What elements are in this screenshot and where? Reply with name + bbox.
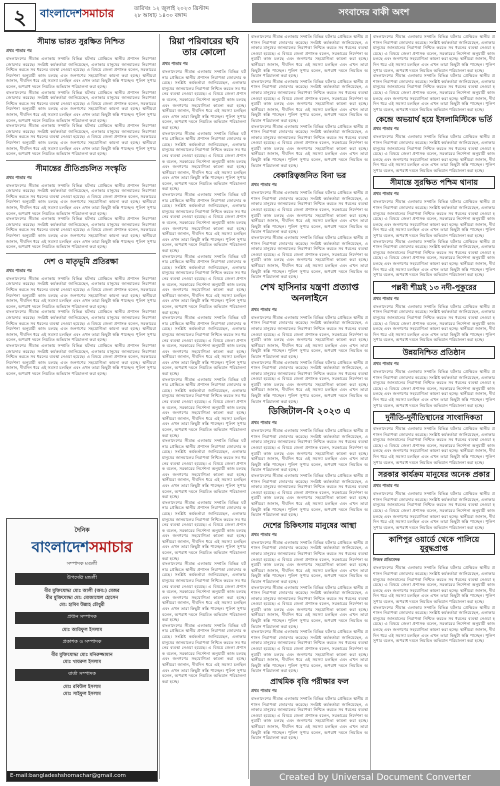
article-text: বাংলাদেশের সীমান্ত এলাকায় সম্প্রতি বিভিন্ন ঘটনার প্রেক্ষিতে স্থানীয় প্রশাসন নিরাপত্তা জোরদার করেছে। সংশ্লিষ্ট কর্মকর্তারা জানিয়েছেন, এলাকার মানুষের জানমালের নিরাপত্তা নিশ্চিত করতে সব ধরনের ব্যবস্থা নেওয়া হয়েছে। এ বিষয়ে জেলা প্রশাসক বলেন, সরকারের নির্দেশনা অনুযায়ী কাজ চলছে এবং জনগণের সহযোগিতা কামনা করা হচ্ছে। স্থানীয়রা জানান, দীর্ঘদিন ধরে এই সমস্যা চলছিল এবং এখন তারা কিছুটা স্বস্তি পাচ্ছেন। পুলিশ সুপার বলেন, অপরাধ দমনে নিয়মিত অভিযান পরিচালনা করা হচ্ছে। bbox=[162, 253, 246, 315]
advisor-title: উপদেষ্টা মন্ডলী bbox=[15, 573, 149, 585]
article-text: বাংলাদেশের সীমান্ত এলাকায় সম্প্রতি বিভিন্ন ঘটনার প্রেক্ষিতে স্থানীয় প্রশাসন নিরাপত্তা জোরদার করেছে। সংশ্লিষ্ট কর্মকর্তারা জানিয়েছেন, এলাকার মানুষের জানমালের নিরাপত্তা নিশ্চিত করতে সব ধরনের ব্যবস্থা নেওয়া হয়েছে। এ বিষয়ে জেলা প্রশাসক বলেন, সরকারের নির্দেশনা অনুযায়ী কাজ চলছে এবং জনগণের সহযোগিতা কামনা করা হচ্ছে। স্থানীয়রা জানান, দীর্ঘদিন ধরে এই সমস্যা চলছিল এবং এখন তারা কিছুটা স্বস্তি পাচ্ছেন। পুলিশ সুপার বলেন, অপরাধ দমনে নিয়মিত অভিযান পরিচালনা করা হচ্ছে। bbox=[251, 314, 368, 359]
article-text: বাংলাদেশের সীমান্ত এলাকায় সম্প্রতি বিভিন্ন ঘটনার প্রেক্ষিতে স্থানীয় প্রশাসন নিরাপত্তা জোরদার করেছে। সংশ্লিষ্ট কর্মকর্তারা জানিয়েছেন, এলাকার মানুষের জানমালের নিরাপত্তা নিশ্চিত করতে সব ধরনের ব্যবস্থা নেওয়া হয়েছে। এ বিষয়ে জেলা প্রশাসক বলেন, সরকারের নির্দেশনা অনুযায়ী কাজ চলছে এবং জনগণের সহযোগিতা কামনা করা হচ্ছে। স্থানীয়রা জানান, দীর্ঘদিন ধরে এই সমস্যা চলছিল এবং এখন তারা কিছুটা স্বস্তি পাচ্ছেন। পুলিশ সুপার বলেন, অপরাধ দমনে নিয়মিত অভিযান পরিচালনা করা হচ্ছে। bbox=[6, 123, 156, 157]
article-text: বাংলাদেশের সীমান্ত এলাকায় সম্প্রতি বিভিন্ন ঘটনার প্রেক্ষিতে স্থানীয় প্রশাসন নিরাপত্তা জোরদার করেছে। সংশ্লিষ্ট কর্মকর্তারা জানিয়েছেন, এলাকার মানুষের জানমালের নিরাপত্তা নিশ্চিত করতে সব ধরনের ব্যবস্থা নেওয়া হয়েছে। এ বিষয়ে জেলা প্রশাসক বলেন, সরকারের নির্দেশনা অনুযায়ী কাজ চলছে এবং জনগণের সহযোগিতা কামনা করা হচ্ছে। স্থানীয়রা জানান, দীর্ঘদিন ধরে এই সমস্যা চলছিল এবং এখন তারা কিছুটা স্বস্তি পাচ্ছেন। পুলিশ সুপার বলেন, অপরাধ দমনে নিয়মিত অভিযান পরিচালনা করা হচ্ছে। bbox=[6, 342, 156, 376]
article-text: বাংলাদেশের সীমান্ত এলাকায় সম্প্রতি বিভিন্ন ঘটনার প্রেক্ষিতে স্থানীয় প্রশাসন নিরাপত্তা জোরদার করেছে। সংশ্লিষ্ট কর্মকর্তারা জানিয়েছেন, এলাকার মানুষের জানমালের নিরাপত্তা নিশ্চিত করতে সব ধরনের ব্যবস্থা নেওয়া হয়েছে। এ বিষয়ে জেলা প্রশাসক বলেন, সরকারের নির্দেশনা অনুযায়ী কাজ চলছে এবং জনগণের সহযোগিতা কামনা করা হচ্ছে। স্থানীয়রা জানান, দীর্ঘদিন ধরে এই সমস্যা চলছিল এবং এখন তারা কিছুটা স্বস্তি পাচ্ছেন। পুলিশ সুপার বলেন, অপরাধ দমনে নিয়মিত অভিযান পরিচালনা করা হচ্ছে। bbox=[6, 89, 156, 123]
byline: নিজস্ব প্রতিবেদক bbox=[373, 557, 400, 563]
publisher-title: প্রকাশক ও সম্পাদক bbox=[15, 637, 149, 649]
article-text: বাংলাদেশের সীমান্ত এলাকায় সম্প্রতি বিভিন্ন ঘটনার প্রেক্ষিতে স্থানীয় প্রশাসন নিরাপত্তা জোরদার করেছে। সংশ্লিষ্ট কর্মকর্তারা জানিয়েছেন, এলাকার মানুষের জানমালের নিরাপত্তা নিশ্চিত করতে সব ধরনের ব্যবস্থা নেওয়া হয়েছে। এ বিষয়ে জেলা প্রশাসক বলেন, সরকারের নির্দেশনা অনুযায়ী কাজ চলছে এবং জনগণের সহযোগিতা কামনা করা হচ্ছে। স্থানীয়রা জানান, দীর্ঘদিন ধরে এই সমস্যা চলছিল এবং এখন তারা কিছুটা স্বস্তি পাচ্ছেন। পুলিশ সুপার বলেন, অপরাধ দমনে নিয়মিত অভিযান পরিচালনা করা হচ্ছে। bbox=[373, 34, 495, 73]
byline: প্রথম পাতার পর bbox=[373, 483, 399, 489]
article-text: বাংলাদেশের সীমান্ত এলাকায় সম্প্রতি বিভিন্ন ঘটনার প্রেক্ষিতে স্থানীয় প্রশাসন নিরাপত্তা জোরদার করেছে। সংশ্লিষ্ট কর্মকর্তারা জানিয়েছেন, এলাকার মানুষের জানমালের নিরাপত্তা নিশ্চিত করতে সব ধরনের ব্যবস্থা নেওয়া হয়েছে। এ বিষয়ে জেলা প্রশাসক বলেন, সরকারের নির্দেশনা অনুযায়ী কাজ চলছে এবং জনগণের সহযোগিতা কামনা করা হচ্ছে। স্থানীয়রা জানান, দীর্ঘদিন ধরে এই সমস্যা চলছিল এবং এখন তারা কিছুটা স্বস্তি পাচ্ছেন। পুলিশ সুপার বলেন, অপরাধ দমনে নিয়মিত অভিযান পরিচালনা করা হচ্ছে। bbox=[373, 491, 495, 530]
article-text: বাংলাদেশের সীমান্ত এলাকায় সম্প্রতি বিভিন্ন ঘটনার প্রেক্ষিতে স্থানীয় প্রশাসন নিরাপত্তা জোরদার করেছে। সংশ্লিষ্ট কর্মকর্তারা জানিয়েছেন, এলাকার মানুষের জানমালের নিরাপত্তা নিশ্চিত করতে সব ধরনের ব্যবস্থা নেওয়া হয়েছে। এ বিষয়ে জেলা প্রশাসক বলেন, সরকারের নির্দেশনা অনুযায়ী কাজ চলছে এবং জনগণের সহযোগিতা কামনা করা হচ্ছে। স্থানীয়রা জানান, দীর্ঘদিন ধরে এই সমস্যা চলছিল এবং এখন তারা কিছুটা স্বস্তি পাচ্ছেন। পুলিশ সুপার বলেন, অপরাধ দমনে নিয়মিত অভিযান পরিচালনা করা হচ্ছে। bbox=[6, 275, 156, 309]
headline: সীমান্তের প্রীতিপ্রচলিত সংস্কৃতি bbox=[35, 163, 127, 173]
headline: দেশ ও মাতৃভূমি প্রতিরক্ষা bbox=[43, 256, 119, 266]
byline: প্রথম পাতার পর bbox=[251, 688, 277, 693]
article-divider bbox=[6, 160, 156, 161]
article-text: বাংলাদেশের সীমান্ত এলাকায় সম্প্রতি বিভিন্ন ঘটনার প্রেক্ষিতে স্থানীয় প্রশাসন নিরাপত্তা জোরদার করেছে। সংশ্লিষ্ট কর্মকর্তারা জানিয়েছেন, এলাকার মানুষের জানমালের নিরাপত্তা নিশ্চিত করতে সব ধরনের ব্যবস্থা নেওয়া হয়েছে। এ বিষয়ে জেলা প্রশাসক বলেন, সরকারের নির্দেশনা অনুযায়ী কাজ চলছে এবং জনগণের সহযোগিতা কামনা করা হচ্ছে। স্থানীয়রা জানান, দীর্ঘদিন ধরে এই সমস্যা চলছিল এবং এখন তারা কিছুটা স্বস্তি পাচ্ছেন। পুলিশ সুপার বলেন, অপরাধ দমনে নিয়মিত অভিযান পরিচালনা করা হচ্ছে। bbox=[373, 73, 495, 112]
byline: প্রথম পাতার পর bbox=[373, 126, 399, 132]
byline: প্রথম পাতার পর bbox=[251, 182, 277, 188]
article-text: বাংলাদেশের সীমান্ত এলাকায় সম্প্রতি বিভিন্ন ঘটনার প্রেক্ষিতে স্থানীয় প্রশাসন নিরাপত্তা জোরদার করেছে। সংশ্লিষ্ট কর্মকর্তারা জানিয়েছেন, এলাকার মানুষের জানমালের নিরাপত্তা নিশ্চিত করতে সব ধরনের ব্যবস্থা নেওয়া হয়েছে। এ বিষয়ে জেলা প্রশাসক বলেন, সরকারের নির্দেশনা অনুযায়ী কাজ চলছে এবং জনগণের সহযোগিতা কামনা করা হচ্ছে। স্থানীয়রা জানান, দীর্ঘদিন ধরে এই সমস্যা চলছিল এবং এখন তারা কিছুটা স্বস্তি পাচ্ছেন। পুলিশ সুপার বলেন, অপরাধ দমনে নিয়মিত অভিযান পরিচালনা করা হচ্ছে। bbox=[251, 123, 368, 168]
article-text: বাংলাদেশের সীমান্ত এলাকায় সম্প্রতি বিভিন্ন ঘটনার প্রেক্ষিতে স্থানীয় প্রশাসন নিরাপত্তা জোরদার করেছে। সংশ্লিষ্ট কর্মকর্তারা জানিয়েছেন, এলাকার মানুষের জানমালের নিরাপত্তা নিশ্চিত করতে সব ধরনের ব্যবস্থা নেওয়া হয়েছে। এ বিষয়ে জেলা প্রশাসক বলেন, সরকারের নির্দেশনা অনুযায়ী কাজ চলছে এবং জনগণের সহযোগিতা কামনা করা হচ্ছে। স্থানীয়রা জানান, দীর্ঘদিন ধরে এই সমস্যা চলছিল এবং এখন তারা কিছুটা স্বস্তি পাচ্ছেন। পুলিশ সুপার বলেন, অপরাধ দমনে নিয়মিত অভিযান পরিচালনা করা হচ্ছে। bbox=[373, 368, 495, 408]
article-text: বাংলাদেশের সীমান্ত এলাকায় সম্প্রতি বিভিন্ন ঘটনার প্রেক্ষিতে স্থানীয় প্রশাসন নিরাপত্তা জোরদার করেছে। সংশ্লিষ্ট কর্মকর্তারা জানিয়েছেন, এলাকার মানুষের জানমালের নিরাপত্তা নিশ্চিত করতে সব ধরনের ব্যবস্থা নেওয়া হয়েছে। এ বিষয়ে জেলা প্রশাসক বলেন, সরকারের নির্দেশনা অনুযায়ী কাজ চলছে এবং জনগণের সহযোগিতা কামনা করা হচ্ছে। স্থানীয়রা জানান, দীর্ঘদিন ধরে এই সমস্যা চলছিল এবং এখন তারা কিছুটা স্বস্তি পাচ্ছেন। পুলিশ সুপার বলেন, অপরাধ দমনে নিয়মিত অভিযান পরিচালনা করা হচ্ছে। bbox=[6, 182, 156, 216]
headline: রিয়া পরিবারের ছবি তার কোলো bbox=[169, 37, 239, 58]
publisher-name: বীর মুক্তিযোদ্ধা মোঃ মনিরুজ্জামান bbox=[51, 653, 113, 658]
article-text: বাংলাদেশের সীমান্ত এলাকায় সম্প্রতি বিভিন্ন ঘটনার প্রেক্ষিতে স্থানীয় প্রশাসন নিরাপত্তা জোরদার করেছে। সংশ্লিষ্ট কর্মকর্তারা জানিয়েছেন, এলাকার মানুষের জানমালের নিরাপত্তা নিশ্চিত করতে সব ধরনের ব্যবস্থা নেওয়া হয়েছে। এ বিষয়ে জেলা প্রশাসক বলেন, সরকারের নির্দেশনা অনুযায়ী কাজ চলছে এবং জনগণের সহযোগিতা কামনা করা হচ্ছে। স্থানীয়রা জানান, দীর্ঘদিন ধরে এই সমস্যা চলছিল এবং এখন তারা কিছুটা স্বস্তি পাচ্ছেন। পুলিশ সুপার বলেন, অপরাধ দমনে নিয়মিত অভিযান পরিচালনা করা হচ্ছে। bbox=[162, 130, 246, 192]
article-text: বাংলাদেশের সীমান্ত এলাকায় সম্প্রতি বিভিন্ন ঘটনার প্রেক্ষিতে স্থানীয় প্রশাসন নিরাপত্তা জোরদার করেছে। সংশ্লিষ্ট কর্মকর্তারা জানিয়েছেন, এলাকার মানুষের জানমালের নিরাপত্তা নিশ্চিত করতে সব ধরনের ব্যবস্থা নেওয়া হয়েছে। এ বিষয়ে জেলা প্রশাসক বলেন, সরকারের নির্দেশনা অনুযায়ী কাজ চলছে এবং জনগণের সহযোগিতা কামনা করা হচ্ছে। স্থানীয়রা জানান, দীর্ঘদিন ধরে এই সমস্যা চলছিল এবং এখন তারা কিছুটা স্বস্তি পাচ্ছেন। পুলিশ সুপার বলেন, অপরাধ দমনে নিয়মিত অভিযান পরিচালনা করা হচ্ছে। bbox=[162, 622, 246, 684]
advisor-name: বীর মুক্তিযোদ্ধা মো: মোজাম্মেল হোসেন bbox=[45, 596, 119, 601]
article-text: বাংলাদেশের সীমান্ত এলাকায় সম্প্রতি বিভিন্ন ঘটনার প্রেক্ষিতে স্থানীয় প্রশাসন নিরাপত্তা জোরদার করেছে। সংশ্লিষ্ট কর্মকর্তারা জানিয়েছেন, এলাকার মানুষের জানমালের নিরাপত্তা নিশ্চিত করতে সব ধরনের ব্যবস্থা নেওয়া হয়েছে। এ বিষয়ে জেলা প্রশাসক বলেন, সরকারের নির্দেশনা অনুযায়ী কাজ চলছে এবং জনগণের সহযোগিতা কামনা করা হচ্ছে। স্থানীয়রা জানান, দীর্ঘদিন ধরে এই সমস্যা চলছিল এবং এখন তারা কিছুটা স্বস্তি পাচ্ছেন। পুলিশ সুপার বলেন, অপরাধ দমনে নিয়মিত অভিযান পরিচালনা করা হচ্ছে। bbox=[251, 428, 368, 473]
headline: উন্নয়নিশ্চিত প্রতিষ্ঠান bbox=[373, 346, 495, 359]
column-divider bbox=[370, 34, 371, 779]
publisher-name: মোঃ খায়রুল ইসলাম bbox=[62, 660, 102, 665]
page-number: ২ bbox=[4, 3, 36, 31]
article-text: বাংলাদেশের সীমান্ত এলাকায় সম্প্রতি বিভিন্ন ঘটনার প্রেক্ষিতে স্থানীয় প্রশাসন নিরাপত্তা জোরদার করেছে। সংশ্লিষ্ট কর্মকর্তারা জানিয়েছেন, এলাকার মানুষের জানমালের নিরাপত্তা নিশ্চিত করতে সব ধরনের ব্যবস্থা নেওয়া হয়েছে। এ বিষয়ে জেলা প্রশাসক বলেন, সরকারের নির্দেশনা অনুযায়ী কাজ চলছে এবং জনগণের সহযোগিতা কামনা করা হচ্ছে। স্থানীয়রা জানান, দীর্ঘদিন ধরে এই সমস্যা চলছিল এবং এখন তারা কিছুটা স্বস্তি পাচ্ছেন। পুলিশ সুপার বলেন, অপরাধ দমনে নিয়মিত অভিযান পরিচালনা করা হচ্ছে। bbox=[373, 134, 495, 173]
byline: প্রথম পাতার পর bbox=[6, 174, 32, 180]
article-text: বাংলাদেশের সীমান্ত এলাকায় সম্প্রতি বিভিন্ন ঘটনার প্রেক্ষিতে স্থানীয় প্রশাসন নিরাপত্তা জোরদার করেছে। সংশ্লিষ্ট কর্মকর্তারা জানিয়েছেন, এলাকার মানুষের জানমালের নিরাপত্তা নিশ্চিত করতে সব ধরনের ব্যবস্থা নেওয়া হয়েছে। এ বিষয়ে জেলা প্রশাসক বলেন, সরকারের নির্দেশনা অনুযায়ী কাজ চলছে এবং জনগণের সহযোগিতা কামনা করা হচ্ছে। স্থানীয়রা জানান, দীর্ঘদিন ধরে এই সমস্যা চলছিল এবং এখন তারা কিছুটা স্বস্তি পাচ্ছেন। পুলিশ সুপার বলেন, অপরাধ দমনে নিয়মিত অভিযান পরিচালনা করা হচ্ছে। bbox=[162, 69, 246, 130]
article-text: বাংলাদেশের সীমান্ত এলাকায় সম্প্রতি বিভিন্ন ঘটনার প্রেক্ষিতে স্থানীয় প্রশাসন নিরাপত্তা জোরদার করেছে। সংশ্লিষ্ট কর্মকর্তারা জানিয়েছেন, এলাকার মানুষের জানমালের নিরাপত্তা নিশ্চিত করতে সব ধরনের ব্যবস্থা নেওয়া হয়েছে। এ বিষয়ে জেলা প্রশাসক বলেন, সরকারের নির্দেশনা অনুযায়ী কাজ চলছে এবং জনগণের সহযোগিতা কামনা করা হচ্ছে। স্থানীয়রা জানান, দীর্ঘদিন ধরে এই সমস্যা চলছিল এবং এখন তারা কিছুটা স্বস্তি পাচ্ছেন। পুলিশ সুপার বলেন, অপরাধ দমনে নিয়মিত অভিযান পরিচালনা করা হচ্ছে। bbox=[6, 56, 156, 89]
headline: সরকার কার্যক্রম মানুষের অনেক প্রকার bbox=[373, 468, 495, 481]
article-text: বাংলাদেশের সীমান্ত এলাকায় সম্প্রতি বিভিন্ন ঘটনার প্রেক্ষিতে স্থানীয় প্রশাসন নিরাপত্তা জোরদার করেছে। সংশ্লিষ্ট কর্মকর্তারা জানিয়েছেন, এলাকার মানুষের জানমালের নিরাপত্তা নিশ্চিত করতে সব ধরনের ব্যবস্থা নেওয়া হয়েছে। এ বিষয়ে জেলা প্রশাসক বলেন, সরকারের নির্দেশনা অনুযায়ী কাজ চলছে এবং জনগণের সহযোগিতা কামনা করা হচ্ছে। স্থানীয়রা জানান, দীর্ঘদিন ধরে এই সমস্যা চলছিল এবং এখন তারা কিছুটা স্বস্তি পাচ্ছেন। পুলিশ সুপার বলেন, অপরাধ দমনে নিয়মিত অভিযান পরিচালনা করা হচ্ছে। bbox=[6, 309, 156, 343]
headline: সীমান্তে সুরক্ষিত পশ্চিম থানায় bbox=[373, 176, 495, 189]
article-text: বাংলাদেশের সীমান্ত এলাকায় সম্প্রতি বিভিন্ন ঘটনার প্রেক্ষিতে স্থানীয় প্রশাসন নিরাপত্তা জোরদার করেছে। সংশ্লিষ্ট কর্মকর্তারা জানিয়েছেন, এলাকার মানুষের জানমালের নিরাপত্তা নিশ্চিত করতে সব ধরনের ব্যবস্থা নেওয়া হয়েছে। এ বিষয়ে জেলা প্রশাসক বলেন, সরকারের নির্দেশনা অনুযায়ী কাজ চলছে এবং জনগণের সহযোগিতা কামনা করা হচ্ছে। স্থানীয়রা জানান, দীর্ঘদিন ধরে এই সমস্যা চলছিল এবং এখন তারা কিছুটা স্বস্তি পাচ্ছেন। পুলিশ সুপার বলেন, অপরাধ দমনে নিয়মিত অভিযান পরিচালনা করা হচ্ছে। bbox=[251, 629, 368, 674]
exec-name: মোঃ রবিউল ইসলাম bbox=[63, 685, 101, 690]
article-text: বাংলাদেশের সীমান্ত এলাকায় সম্প্রতি বিভিন্ন ঘটনার প্রেক্ষিতে স্থানীয় প্রশাসন নিরাপত্তা জোরদার করেছে। সংশ্লিষ্ট কর্মকর্তারা জানিয়েছেন, এলাকার মানুষের জানমালের নিরাপত্তা নিশ্চিত করতে সব ধরনের ব্যবস্থা নেওয়া হয়েছে। এ বিষয়ে জেলা প্রশাসক বলেন, সরকারের নির্দেশনা অনুযায়ী কাজ চলছে এবং জনগণের সহযোগিতা কামনা করা হচ্ছে। স্থানীয়রা জানান, দীর্ঘদিন ধরে এই সমস্যা চলছিল এবং এখন তারা কিছুটা স্বস্তি পাচ্ছেন। পুলিশ সুপার বলেন, অপরাধ দমনে নিয়মিত অভিযান পরিচালনা করা হচ্ছে। bbox=[251, 539, 368, 584]
imprint-box bbox=[6, 518, 158, 782]
byline: প্রথম পাতার পর bbox=[6, 48, 32, 53]
article-text: বাংলাদেশের সীমান্ত এলাকায় সম্প্রতি বিভিন্ন ঘটনার প্রেক্ষিতে স্থানীয় প্রশাসন নিরাপত্তা জোরদার করেছে। সংশ্লিষ্ট কর্মকর্তারা জানিয়েছেন, এলাকার মানুষের জানমালের নিরাপত্তা নিশ্চিত করতে সব ধরনের ব্যবস্থা নেওয়া হয়েছে। এ বিষয়ে জেলা প্রশাসক বলেন, সরকারের নির্দেশনা অনুযায়ী কাজ চলছে এবং জনগণের সহযোগিতা কামনা করা হচ্ছে। স্থানীয়রা জানান, দীর্ঘদিন ধরে এই সমস্যা চলছিল এবং এখন তারা কিছুটা স্বস্তি পাচ্ছেন। পুলিশ সুপার বলেন, অপরাধ দমনে নিয়মিত অভিযান পরিচালনা করা হচ্ছে। bbox=[162, 376, 246, 438]
editor-title: প্রধান সম্পাদক bbox=[15, 612, 149, 624]
article-text: বাংলাদেশের সীমান্ত এলাকায় সম্প্রতি বিভিন্ন ঘটনার প্রেক্ষিতে স্থানীয় প্রশাসন নিরাপত্তা জোরদার করেছে। সংশ্লিষ্ট কর্মকর্তারা জানিয়েছেন, এলাকার মানুষের জানমালের নিরাপত্তা নিশ্চিত করতে সব ধরনের ব্যবস্থা নেওয়া হয়েছে। এ বিষয়ে জেলা প্রশাসক বলেন, সরকারের নির্দেশনা অনুযায়ী কাজ চলছে এবং জনগণের সহযোগিতা কামনা করা হচ্ছে। স্থানীয়রা জানান, দীর্ঘদিন ধরে এই সমস্যা চলছিল এবং এখন তারা কিছুটা স্বস্তি পাচ্ছেন। পুলিশ সুপার বলেন, অপরাধ দমনে নিয়মিত অভিযান পরিচালনা করা হচ্ছে। bbox=[373, 199, 495, 239]
article-text: বাংলাদেশের সীমান্ত এলাকায় সম্প্রতি বিভিন্ন ঘটনার প্রেক্ষিতে স্থানীয় প্রশাসন নিরাপত্তা জোরদার করেছে। সংশ্লিষ্ট কর্মকর্তারা জানিয়েছেন, এলাকার মানুষের জানমালের নিরাপত্তা নিশ্চিত করতে সব ধরনের ব্যবস্থা নেওয়া হয়েছে। এ বিষয়ে জেলা প্রশাসক বলেন, সরকারের নির্দেশনা অনুযায়ী কাজ চলছে এবং জনগণের সহযোগিতা কামনা করা হচ্ছে। স্থানীয়রা জানান, দীর্ঘদিন ধরে এই সমস্যা চলছিল এবং এখন তারা কিছুটা স্বস্তি পাচ্ছেন। পুলিশ সুপার বলেন, অপরাধ দমনে নিয়মিত অভিযান পরিচালনা করা হচ্ছে। bbox=[251, 584, 368, 629]
imprint-subtitle: সম্পাদক মণ্ডলী bbox=[66, 561, 98, 567]
article-text: বাংলাদেশের সীমান্ত এলাকায় সম্প্রতি বিভিন্ন ঘটনার প্রেক্ষিতে স্থানীয় প্রশাসন নিরাপত্তা জোরদার করেছে। সংশ্লিষ্ট কর্মকর্তারা জানিয়েছেন, এলাকার মানুষের জানমালের নিরাপত্তা নিশ্চিত করতে সব ধরনের ব্যবস্থা নেওয়া হয়েছে। এ বিষয়ে জেলা প্রশাসক বলেন, সরকারের নির্দেশনা অনুযায়ী কাজ চলছে এবং জনগণের সহযোগিতা কামনা করা হচ্ছে। স্থানীয়রা জানান, দীর্ঘদিন ধরে এই সমস্যা চলছিল এবং এখন তারা কিছুটা স্বস্তি পাচ্ছেন। পুলিশ সুপার বলেন, অপরাধ দমনে নিয়মিত অভিযান পরিচালনা করা হচ্ছে। bbox=[251, 359, 368, 404]
article-text: বাংলাদেশের সীমান্ত এলাকায় সম্প্রতি বিভিন্ন ঘটনার প্রেক্ষিতে স্থানীয় প্রশাসন নিরাপত্তা জোরদার করেছে। সংশ্লিষ্ট কর্মকর্তারা জানিয়েছেন, এলাকার মানুষের জানমালের নিরাপত্তা নিশ্চিত করতে সব ধরনের ব্যবস্থা নেওয়া হয়েছে। এ বিষয়ে জেলা প্রশাসক বলেন, সরকারের নির্দেশনা অনুযায়ী কাজ চলছে এবং জনগণের সহযোগিতা কামনা করা হচ্ছে। স্থানীয়রা জানান, দীর্ঘদিন ধরে এই সমস্যা চলছিল এবং এখন তারা কিছুটা স্বস্তি পাচ্ছেন। পুলিশ সুপার বলেন, অপরাধ দমনে নিয়মিত অভিযান পরিচালনা করা হচ্ছে। bbox=[162, 499, 246, 561]
column-3 bbox=[251, 34, 368, 779]
article-text: বাংলাদেশের সীমান্ত এলাকায় সম্প্রতি বিভিন্ন ঘটনার প্রেক্ষিতে স্থানীয় প্রশাসন নিরাপত্তা জোরদার করেছে। সংশ্লিষ্ট কর্মকর্তারা জানিয়েছেন, এলাকার মানুষের জানমালের নিরাপত্তা নিশ্চিত করতে সব ধরনের ব্যবস্থা নেওয়া হয়েছে। এ বিষয়ে জেলা প্রশাসক বলেন, সরকারের নির্দেশনা অনুযায়ী কাজ চলছে এবং জনগণের সহযোগিতা কামনা করা হচ্ছে। স্থানীয়রা জানান, দীর্ঘদিন ধরে এই সমস্যা চলছিল এবং এখন তারা কিছুটা স্বস্তি পাচ্ছেন। পুলিশ সুপার বলেন, অপরাধ দমনে নিয়মিত অভিযান পরিচালনা করা হচ্ছে। bbox=[373, 303, 495, 343]
byline: প্রথম পাতার পর bbox=[373, 360, 399, 366]
exec-name: মোঃ সাইফুল ইসলাম bbox=[63, 692, 101, 697]
byline: প্রথম পাতার পর bbox=[162, 61, 188, 66]
article-text: বাংলাদেশের সীমান্ত এলাকায় সম্প্রতি বিভিন্ন ঘটনার প্রেক্ষিতে স্থানীয় প্রশাসন নিরাপত্তা জোরদার করেছে। সংশ্লিষ্ট কর্মকর্তারা জানিয়েছেন, এলাকার মানুষের জানমালের নিরাপত্তা নিশ্চিত করতে সব ধরনের ব্যবস্থা নেওয়া হয়েছে। এ বিষয়ে জেলা প্রশাসক বলেন, সরকারের নির্দেশনা অনুযায়ী কাজ চলছে এবং জনগণের সহযোগিতা কামনা করা হচ্ছে। স্থানীয়রা জানান, দীর্ঘদিন ধরে এই সমস্যা চলছিল এবং এখন তারা কিছুটা স্বস্তি পাচ্ছেন। পুলিশ সুপার বলেন, অপরাধ দমনে নিয়মিত অভিযান পরিচালনা করা হচ্ছে। bbox=[373, 565, 495, 604]
imprint-email: E-mail:bangladeshshomachar@gmail.com bbox=[7, 771, 157, 781]
article-text: বাংলাদেশের সীমান্ত এলাকায় সম্প্রতি বিভিন্ন ঘটনার প্রেক্ষিতে স্থানীয় প্রশাসন নিরাপত্তা জোরদার করেছে। সংশ্লিষ্ট কর্মকর্তারা জানিয়েছেন, এলাকার মানুষের জানমালের নিরাপত্তা নিশ্চিত করতে সব ধরনের ব্যবস্থা নেওয়া হয়েছে। এ বিষয়ে জেলা প্রশাসক বলেন, সরকারের নির্দেশনা অনুযায়ী কাজ চলছে এবং জনগণের সহযোগিতা কামনা করা হচ্ছে। স্থানীয়রা জানান, দীর্ঘদিন ধরে এই সমস্যা চলছিল এবং এখন তারা কিছুটা স্বস্তি পাচ্ছেন। পুলিশ সুপার বলেন, অপরাধ দমনে নিয়মিত অভিযান পরিচালনা করা হচ্ছে। bbox=[251, 190, 368, 235]
headline: কাশিপুর ওয়ার্ডে থেকে পালিয়ে যুবুদ্ধপ্রাপ্ত bbox=[373, 533, 495, 555]
advisor-name: মো: হাবিব উল্লাহ চৌধুরী bbox=[59, 603, 105, 608]
headline: দুর্নীতি-দুর্নীতিস্থানের সাংবাদিকতা bbox=[373, 411, 495, 424]
article-divider bbox=[6, 253, 156, 254]
column-2 bbox=[162, 34, 246, 779]
article-text: বাংলাদেশের সীমান্ত এলাকায় সম্প্রতি বিভিন্ন ঘটনার প্রেক্ষিতে স্থানীয় প্রশাসন নিরাপত্তা জোরদার করেছে। সংশ্লিষ্ট কর্মকর্তারা জানিয়েছেন, এলাকার মানুষের জানমালের নিরাপত্তা নিশ্চিত করতে সব ধরনের ব্যবস্থা নেওয়া হয়েছে। এ বিষয়ে জেলা প্রশাসক বলেন, সরকারের নির্দেশনা অনুযায়ী কাজ চলছে এবং জনগণের সহযোগিতা কামনা করা হচ্ছে। স্থানীয়রা জানান, দীর্ঘদিন ধরে এই সমস্যা চলছিল এবং এখন তারা কিছুটা স্বস্তি পাচ্ছেন। পুলিশ সুপার বলেন, অপরাধ দমনে নিয়মিত অভিযান পরিচালনা করা হচ্ছে। bbox=[6, 216, 156, 250]
date-line: তারিখঃ ১২ জুলাই ২০২৩ খ্রিস্টাব্দ ২৮ আষাঢ় ১৪৩০ বঙ্গাব্দ bbox=[134, 6, 209, 19]
column-1 bbox=[6, 34, 156, 514]
headline: পল্লবী শীঘ্রই ১৩ নদী-পুকুরের bbox=[373, 281, 495, 294]
byline: প্রথম পাতার পর bbox=[6, 267, 32, 273]
headline: কেন্দ্রে অভয়ার্থ হয়ে ইসলামিস্টিকে ভর্তি bbox=[375, 115, 493, 125]
headline: শেখ হাসিনার যন্ত্রণা প্রত্যাপ্ত অনলাইনে bbox=[260, 282, 359, 304]
byline: প্রথম পাতার পর bbox=[251, 531, 277, 537]
section-banner: সংবাদের বাকী অংশ bbox=[252, 3, 496, 23]
article-text: বাংলাদেশের সীমান্ত এলাকায় সম্প্রতি বিভিন্ন ঘটনার প্রেক্ষিতে স্থানীয় প্রশাসন নিরাপত্তা জোরদার করেছে। সংশ্লিষ্ট কর্মকর্তারা জানিয়েছেন, এলাকার মানুষের জানমালের নিরাপত্তা নিশ্চিত করতে সব ধরনের ব্যবস্থা নেওয়া হয়েছে। এ বিষয়ে জেলা প্রশাসক বলেন, সরকারের নির্দেশনা অনুযায়ী কাজ চলছে এবং জনগণের সহযোগিতা কামনা করা হচ্ছে। স্থানীয়রা জানান, দীর্ঘদিন ধরে এই সমস্যা চলছিল এবং এখন তারা কিছুটা স্বস্তি পাচ্ছেন। পুলিশ সুপার বলেন, অপরাধ দমনে নিয়মিত অভিযান পরিচালনা করা হচ্ছে। bbox=[251, 78, 368, 123]
article-text: বাংলাদেশের সীমান্ত এলাকায় সম্প্রতি বিভিন্ন ঘটনার প্রেক্ষিতে স্থানীয় প্রশাসন নিরাপত্তা জোরদার করেছে। সংশ্লিষ্ট কর্মকর্তারা জানিয়েছেন, এলাকার মানুষের জানমালের নিরাপত্তা নিশ্চিত করতে সব ধরনের ব্যবস্থা নেওয়া হয়েছে। এ বিষয়ে জেলা প্রশাসক বলেন, সরকারের নির্দেশনা অনুযায়ী কাজ চলছে এবং জনগণের সহযোগিতা কামনা করা হচ্ছে। স্থানীয়রা জানান, দীর্ঘদিন ধরে এই সমস্যা চলছিল এবং এখন তারা কিছুটা স্বস্তি পাচ্ছেন। পুলিশ সুপার বলেন, অপরাধ দমনে নিয়মিত অভিযান পরিচালনা করা হচ্ছে। bbox=[251, 235, 368, 280]
masthead-logo: বাংলাদেশসমাচার bbox=[40, 7, 114, 20]
article-text: বাংলাদেশের সীমান্ত এলাকায় সম্প্রতি বিভিন্ন ঘটনার প্রেক্ষিতে স্থানীয় প্রশাসন নিরাপত্তা জোরদার করেছে। সংশ্লিষ্ট কর্মকর্তারা জানিয়েছেন, এলাকার মানুষের জানমালের নিরাপত্তা নিশ্চিত করতে সব ধরনের ব্যবস্থা নেওয়া হয়েছে। এ বিষয়ে জেলা প্রশাসক বলেন, সরকারের নির্দেশনা অনুযায়ী কাজ চলছে এবং জনগণের সহযোগিতা কামনা করা হচ্ছে। স্থানীয়রা জানান, দীর্ঘদিন ধরে এই সমস্যা চলছিল এবং এখন তারা কিছুটা স্বস্তি পাচ্ছেন। পুলিশ সুপার বলেন, অপরাধ দমনে নিয়মিত অভিযান পরিচালনা করা হচ্ছে। bbox=[373, 238, 495, 278]
converter-watermark: Created by Universal Document Converter bbox=[250, 770, 500, 786]
column-divider bbox=[159, 34, 160, 779]
article-text: বাংলাদেশের সীমান্ত এলাকায় সম্প্রতি বিভিন্ন ঘটনার প্রেক্ষিতে স্থানীয় প্রশাসন নিরাপত্তা জোরদার করেছে। সংশ্লিষ্ট কর্মকর্তারা জানিয়েছেন, এলাকার মানুষের জানমালের নিরাপত্তা নিশ্চিত করতে সব ধরনের ব্যবস্থা নেওয়া হয়েছে। এ বিষয়ে জেলা প্রশাসক বলেন, সরকারের নির্দেশনা অনুযায়ী কাজ চলছে এবং জনগণের সহযোগিতা কামনা করা হচ্ছে। স্থানীয়রা জানান, দীর্ঘদিন ধরে এই সমস্যা চলছিল এবং এখন তারা কিছুটা স্বস্তি পাচ্ছেন। পুলিশ সুপার বলেন, অপরাধ দমনে নিয়মিত অভিযান পরিচালনা করা হচ্ছে। bbox=[251, 473, 368, 518]
headline: প্রাথমিক বৃত্তি পরীক্ষার ফল bbox=[270, 677, 349, 686]
headline: বেকারিত্বজনিত বিনা ভর bbox=[272, 171, 347, 181]
column-divider bbox=[248, 34, 249, 779]
byline: প্রথম পাতার পর bbox=[373, 295, 399, 301]
header-rule bbox=[4, 31, 496, 32]
byline: প্রথম পাতার পর bbox=[251, 306, 277, 312]
headline: দেশের চিকিৎসায় মানুষের আস্থা bbox=[262, 520, 357, 530]
exec-title: বার্তা সম্পাদক bbox=[15, 669, 149, 681]
column-4 bbox=[373, 34, 495, 764]
article-text: বাংলাদেশের সীমান্ত এলাকায় সম্প্রতি বিভিন্ন ঘটনার প্রেক্ষিতে স্থানীয় প্রশাসন নিরাপত্তা জোরদার করেছে। সংশ্লিষ্ট কর্মকর্তারা জানিয়েছেন, এলাকার মানুষের জানমালের নিরাপত্তা নিশ্চিত করতে সব ধরনের ব্যবস্থা নেওয়া হয়েছে। এ বিষয়ে জেলা প্রশাসক বলেন, সরকারের নির্দেশনা অনুযায়ী কাজ চলছে এবং জনগণের সহযোগিতা কামনা করা হচ্ছে। স্থানীয়রা জানান, দীর্ঘদিন ধরে এই সমস্যা চলছিল এবং এখন তারা কিছুটা স্বস্তি পাচ্ছেন। পুলিশ সুপার বলেন, অপরাধ দমনে নিয়মিত অভিযান পরিচালনা করা হচ্ছে। bbox=[251, 696, 368, 741]
article-text: বাংলাদেশের সীমান্ত এলাকায় সম্প্রতি বিভিন্ন ঘটনার প্রেক্ষিতে স্থানীয় প্রশাসন নিরাপত্তা জোরদার করেছে। সংশ্লিষ্ট কর্মকর্তারা জানিয়েছেন, এলাকার মানুষের জানমালের নিরাপত্তা নিশ্চিত করতে সব ধরনের ব্যবস্থা নেওয়া হয়েছে। এ বিষয়ে জেলা প্রশাসক বলেন, সরকারের নির্দেশনা অনুযায়ী কাজ চলছে এবং জনগণের সহযোগিতা কামনা করা হচ্ছে। স্থানীয়রা জানান, দীর্ঘদিন ধরে এই সমস্যা চলছিল এবং এখন তারা কিছুটা স্বস্তি পাচ্ছেন। পুলিশ সুপার বলেন, অপরাধ দমনে নিয়মিত অভিযান পরিচালনা করা হচ্ছে। bbox=[162, 438, 246, 500]
article-text: বাংলাদেশের সীমান্ত এলাকায় সম্প্রতি বিভিন্ন ঘটনার প্রেক্ষিতে স্থানীয় প্রশাসন নিরাপত্তা জোরদার করেছে। সংশ্লিষ্ট কর্মকর্তারা জানিয়েছেন, এলাকার মানুষের জানমালের নিরাপত্তা নিশ্চিত করতে সব ধরনের ব্যবস্থা নেওয়া হয়েছে। এ বিষয়ে জেলা প্রশাসক বলেন, সরকারের নির্দেশনা অনুযায়ী কাজ চলছে এবং জনগণের সহযোগিতা কামনা করা হচ্ছে। স্থানীয়রা জানান, দীর্ঘদিন ধরে এই সমস্যা চলছিল এবং এখন তারা কিছুটা স্বস্তি পাচ্ছেন। পুলিশ সুপার বলেন, অপরাধ দমনে নিয়মিত অভিযান পরিচালনা করা হচ্ছে। bbox=[162, 561, 246, 623]
article-text: বাংলাদেশের সীমান্ত এলাকায় সম্প্রতি বিভিন্ন ঘটনার প্রেক্ষিতে স্থানীয় প্রশাসন নিরাপত্তা জোরদার করেছে। সংশ্লিষ্ট কর্মকর্তারা জানিয়েছেন, এলাকার মানুষের জানমালের নিরাপত্তা নিশ্চিত করতে সব ধরনের ব্যবস্থা নেওয়া হয়েছে। এ বিষয়ে জেলা প্রশাসক বলেন, সরকারের নির্দেশনা অনুযায়ী কাজ চলছে এবং জনগণের সহযোগিতা কামনা করা হচ্ছে। স্থানীয়রা জানান, দীর্ঘদিন ধরে এই সমস্যা চলছিল এবং এখন তারা কিছুটা স্বস্তি পাচ্ছেন। পুলিশ সুপার বলেন, অপরাধ দমনে নিয়মিত অভিযান পরিচালনা করা হচ্ছে। bbox=[251, 34, 368, 79]
editor-name: মোঃ আরিফুল ইসলাম bbox=[61, 628, 103, 633]
page-header bbox=[4, 3, 496, 31]
article-text: বাংলাদেশের সীমান্ত এলাকায় সম্প্রতি বিভিন্ন ঘটনার প্রেক্ষিতে স্থানীয় প্রশাসন নিরাপত্তা জোরদার করেছে। সংশ্লিষ্ট কর্মকর্তারা জানিয়েছেন, এলাকার মানুষের জানমালের নিরাপত্তা নিশ্চিত করতে সব ধরনের ব্যবস্থা নেওয়া হয়েছে। এ বিষয়ে জেলা প্রশাসক বলেন, সরকারের নির্দেশনা অনুযায়ী কাজ চলছে এবং জনগণের সহযোগিতা কামনা করা হচ্ছে। স্থানীয়রা জানান, দীর্ঘদিন ধরে এই সমস্যা চলছিল এবং এখন তারা কিছুটা স্বস্তি পাচ্ছেন। পুলিশ সুপার বলেন, অপরাধ দমনে নিয়মিত অভিযান পরিচালনা করা হচ্ছে। bbox=[162, 315, 246, 377]
headline: ডিজিটাল-বি ২০২৩ এ bbox=[268, 407, 351, 418]
imprint-logo: দৈনিক বাংলাদেশসমাচার bbox=[31, 527, 133, 556]
headline: সীমান্ত ভারত সুরক্ষিত নিশ্চিত bbox=[37, 37, 125, 46]
byline: প্রথম পাতার পর bbox=[251, 420, 277, 426]
advisor-name: বীর মুক্তিযোদ্ধা মোঃ আলী (অব:) মেজর bbox=[44, 589, 120, 594]
article-text: বাংলাদেশের সীমান্ত এলাকায় সম্প্রতি বিভিন্ন ঘটনার প্রেক্ষিতে স্থানীয় প্রশাসন নিরাপত্তা জোরদার করেছে। সংশ্লিষ্ট কর্মকর্তারা জানিয়েছেন, এলাকার মানুষের জানমালের নিরাপত্তা নিশ্চিত করতে সব ধরনের ব্যবস্থা নেওয়া হয়েছে। এ বিষয়ে জেলা প্রশাসক বলেন, সরকারের নির্দেশনা অনুযায়ী কাজ চলছে এবং জনগণের সহযোগিতা কামনা করা হচ্ছে। স্থানীয়রা জানান, দীর্ঘদিন ধরে এই সমস্যা চলছিল এবং এখন তারা কিছুটা স্বস্তি পাচ্ছেন। পুলিশ সুপার বলেন, অপরাধ দমনে নিয়মিত অভিযান পরিচালনা করা হচ্ছে। bbox=[373, 604, 495, 644]
byline: প্রথম পাতার পর bbox=[373, 191, 399, 197]
article-text: বাংলাদেশের সীমান্ত এলাকায় সম্প্রতি বিভিন্ন ঘটনার প্রেক্ষিতে স্থানীয় প্রশাসন নিরাপত্তা জোরদার করেছে। সংশ্লিষ্ট কর্মকর্তারা জানিয়েছেন, এলাকার মানুষের জানমালের নিরাপত্তা নিশ্চিত করতে সব ধরনের ব্যবস্থা নেওয়া হয়েছে। এ বিষয়ে জেলা প্রশাসক বলেন, সরকারের নির্দেশনা অনুযায়ী কাজ চলছে এবং জনগণের সহযোগিতা কামনা করা হচ্ছে। স্থানীয়রা জানান, দীর্ঘদিন ধরে এই সমস্যা চলছিল এবং এখন তারা কিছুটা স্বস্তি পাচ্ছেন। পুলিশ সুপার বলেন, অপরাধ দমনে নিয়মিত অভিযান পরিচালনা করা হচ্ছে। bbox=[162, 192, 246, 253]
article-text: বাংলাদেশের সীমান্ত এলাকায় সম্প্রতি বিভিন্ন ঘটনার প্রেক্ষিতে স্থানীয় প্রশাসন নিরাপত্তা জোরদার করেছে। সংশ্লিষ্ট কর্মকর্তারা জানিয়েছেন, এলাকার মানুষের জানমালের নিরাপত্তা নিশ্চিত করতে সব ধরনের ব্যবস্থা নেওয়া হয়েছে। এ বিষয়ে জেলা প্রশাসক বলেন, সরকারের নির্দেশনা অনুযায়ী কাজ চলছে এবং জনগণের সহযোগিতা কামনা করা হচ্ছে। স্থানীয়রা জানান, দীর্ঘদিন ধরে এই সমস্যা চলছিল এবং এখন তারা কিছুটা স্বস্তি পাচ্ছেন। পুলিশ সুপার বলেন, অপরাধ দমনে নিয়মিত অভিযান পরিচালনা করা হচ্ছে। bbox=[373, 426, 495, 465]
